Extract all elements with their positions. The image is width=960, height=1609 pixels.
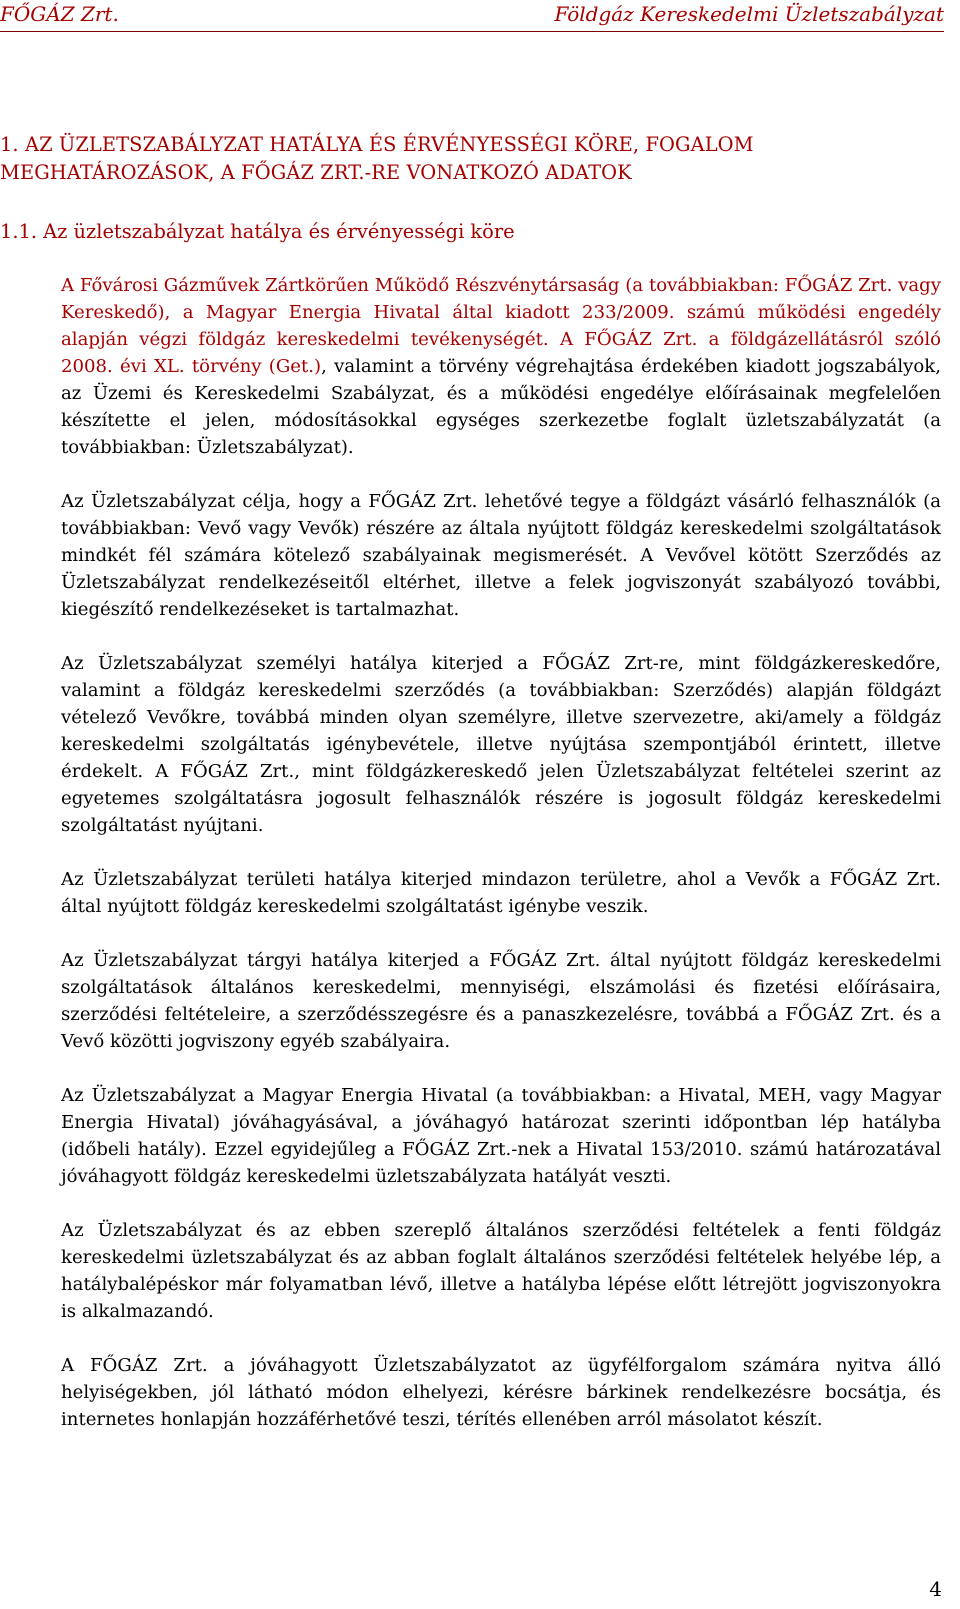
chapter-heading: [0, 131, 944, 187]
paragraph-4: Az Üzletszabályzat területi hatálya kiterjed mindazon területre, ahol a Vevők a FŐGÁZ Zrt. által nyújtott földgáz kereskedelmi szolgáltatást igénybe veszik.: [61, 869, 941, 917]
page-header: [0, 0, 960, 34]
paragraph-7: Az Üzletszabályzat és az ebben szereplő általános szerződési feltételek a fenti földgáz kereskedelmi üzletszabályzat és az abban foglalt általános szerződési feltételek helyébe lép, a hatálybalépéskor már folyamatban lévő, illetve a hatályba lépése előtt létrejött jogviszonyokra is alkalmazandó.: [61, 1220, 941, 1322]
header-document-title: Földgáz Kereskedelmi Üzletszabályzat: [554, 2, 944, 26]
paragraph-3: Az Üzletszabályzat személyi hatálya kiterjed a FŐGÁZ Zrt-re, mint földgázkereskedőre, valamint a földgáz kereskedelmi szerződés (a továbbiakban: Szerződés) alapján földgázt vételező Vevőkre, továbbá minden olyan személyre, illetve szervezetre, aki/amely a földgáz kereskedelmi szolgáltatás igénybevétele, illetve nyújtása szempontjából érintett, illetve érdekelt. A FŐGÁZ Zrt., mint földgázkereskedő jelen Üzletszabályzat feltételei szerint az egyetemes szolgáltatásra jogosult felhasználók részére is jogosult földgáz kereskedelmi szolgáltatást nyújtani.: [61, 653, 941, 836]
paragraph-8: A FŐGÁZ Zrt. a jóváhagyott Üzletszabályzatot az ügyfélforgalom számára nyitva álló helyiségekben, jól látható módon elhelyezi, kérésre bárkinek rendelkezésre bocsátja, és internetes honlapján hozzáférhetővé teszi, térítés ellenében arról másolatot készít.: [61, 1355, 941, 1430]
header-rule: [0, 31, 944, 32]
paragraph-1-text: , valamint a törvény végrehajtása érdekében kiadott jogszabályok, az Üzemi és Kereskedelmi Szabályzat, és a működési engedélye előírásainak megfelelően készítette el jelen, módosításokkal egységes szerkezetbe foglalt üzletszabályzatát (a továbbiakban: Üzletszabályzat).: [61, 356, 942, 458]
chapter-heading-line2: MEGHATÁROZÁSOK, A FŐGÁZ ZRT.-RE VONATKOZÓ ADATOK: [0, 161, 632, 184]
page-number: 4: [929, 1577, 942, 1601]
paragraph-5: Az Üzletszabályzat tárgyi hatálya kiterjed a FŐGÁZ Zrt. által nyújtott földgáz kereskedelmi szolgáltatások általános kereskedelmi, mennyiségi, elszámolási és fizetési előírásaira, szerződési feltételeire, a szerződésszegésre és a panaszkezelésre, továbbá a FŐGÁZ Zrt. és a Vevő közötti jogviszony egyéb szabályaira.: [61, 950, 941, 1052]
chapter-heading-line1: 1. AZ ÜZLETSZABÁLYZAT HATÁLYA ÉS ÉRVÉNYESSÉGI KÖRE, FOGALOM: [0, 133, 754, 156]
header-company: FŐGÁZ Zrt.: [0, 2, 119, 26]
section-heading: 1.1. Az üzletszabályzat hatálya és érvényességi köre: [0, 220, 515, 243]
paragraph-6: Az Üzletszabályzat a Magyar Energia Hivatal (a továbbiakban: a Hivatal, MEH, vagy Magyar Energia Hivatal) jóváhagyásával, a jóváhagyó határozat szerinti időpontban lép hatályba (időbeli hatály). Ezzel egyidejűleg a FŐGÁZ Zrt.-nek a Hivatal 153/2010. számú határozatával jóváhagyott földgáz kereskedelmi üzletszabályzata hatályát veszti.: [61, 1085, 941, 1187]
document-body: [61, 272, 941, 1460]
paragraph-1: [61, 272, 941, 461]
paragraph-2: Az Üzletszabályzat célja, hogy a FŐGÁZ Zrt. lehetővé tegye a földgázt vásárló felhasználók (a továbbiakban: Vevő vagy Vevők) részére az általa nyújtott földgáz kereskedelmi szolgáltatások mindkét fél számára kötelező szabályainak megismerését. A Vevővel kötött Szerződés az Üzletszabályzat rendelkezéseitől eltérhet, illetve a felek jogviszonyát szabályozó további, kiegészítő rendelkezéseket is tartalmazhat.: [61, 491, 941, 620]
paragraph-1-revised-text: A Fővárosi Gázművek Zártkörűen Működő Részvénytársaság (a továbbiakban: FŐGÁZ Zrt. vagy Kereskedő), a Magyar Energia Hivatal által kiadott 233/2009. számú működési engedély alapján végzi földgáz kereskedelmi tevékenységét. A FŐGÁZ Zrt. a földgázellátásról szóló 2008. évi XL. törvény (Get.): [61, 275, 941, 377]
